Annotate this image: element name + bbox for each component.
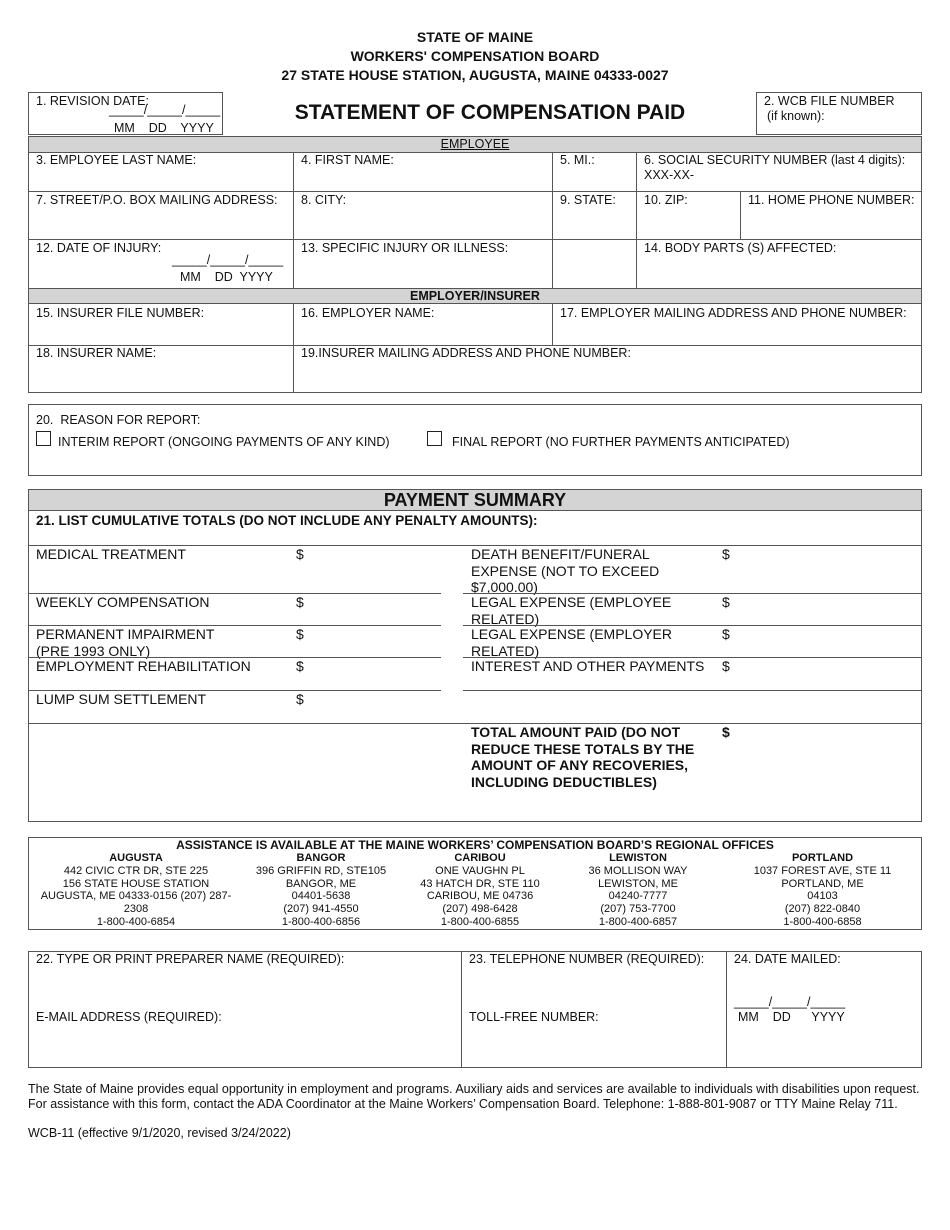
office-line: 442 CIVIC CTR DR, STE 225: [63, 864, 209, 877]
office-line: CARIBOU, ME 04736: [426, 890, 534, 903]
date-mailed-blanks: _____/_____/_____: [734, 995, 846, 1009]
office-name: AUGUSTA: [109, 852, 163, 864]
divider: [636, 239, 637, 289]
employment-rehabilitation-label: EMPLOYMENT REHABILITATION: [36, 658, 251, 674]
toll-free-number-field[interactable]: TOLL-FREE NUMBER:: [469, 1010, 599, 1024]
office-caribou: [400, 852, 560, 929]
legal-expense-employer-label: LEGAL EXPENSE (EMPLOYER RELATED): [471, 626, 672, 659]
insurer-file-number-field[interactable]: 15. INSURER FILE NUMBER:: [36, 306, 205, 320]
insurer-address-field[interactable]: 19.INSURER MAILING ADDRESS AND PHONE NUMBER:: [301, 346, 631, 360]
revision-date-blanks: _____/_____/_____: [109, 103, 221, 117]
divider: [461, 951, 462, 1068]
reason-for-report-box: [28, 404, 922, 476]
date-of-injury-format: MM DD YYYY: [180, 270, 273, 284]
middle-initial-field[interactable]: 5. MI.:: [560, 153, 595, 167]
office-lewiston: [558, 852, 718, 929]
divider: [28, 239, 922, 240]
payment-summary-title: PAYMENT SUMMARY: [28, 489, 922, 511]
total-amount-value[interactable]: $: [722, 724, 730, 740]
office-line: BANGOR, ME: [285, 877, 357, 890]
lump-sum-settlement-label: LUMP SUM SETTLEMENT: [36, 691, 207, 707]
first-name-field[interactable]: 4. FIRST NAME:: [301, 153, 394, 167]
form-title: STATEMENT OF COMPENSATION PAID: [294, 101, 686, 124]
divider: [726, 951, 727, 1068]
office-name: CARIBOU: [454, 852, 506, 864]
legal-expense-employer-amount[interactable]: $: [722, 626, 730, 642]
ssn-field[interactable]: 6. SOCIAL SECURITY NUMBER (last 4 digits):: [644, 153, 906, 167]
office-portland: [735, 852, 910, 929]
divider: [552, 152, 553, 289]
legal-expense-employee-amount[interactable]: $: [722, 594, 730, 610]
revision-date-label: 1. REVISION DATE:: [36, 94, 149, 108]
office-line: 1-800-400-6857: [598, 915, 678, 928]
office-name: PORTLAND: [791, 852, 854, 864]
office-line: PORTLAND, ME: [781, 877, 864, 890]
email-address-field[interactable]: E-MAIL ADDRESS (REQUIRED):: [36, 1010, 222, 1024]
office-line: ONE VAUGHN PL: [435, 864, 525, 877]
office-line: 04240-7777: [608, 890, 668, 903]
office-name: LEWISTON: [609, 852, 667, 864]
form-id: WCB-11 (effective 9/1/2020, revised 3/24/2022): [28, 1126, 291, 1140]
death-benefit-label: DEATH BENEFIT/FUNERAL EXPENSE (NOT TO EXCEED $7,000.00): [471, 546, 660, 595]
final-report-label: FINAL REPORT (NO FURTHER PAYMENTS ANTICIPATED): [452, 435, 790, 449]
wcb-file-number-sub: (if known):: [767, 109, 825, 123]
date-of-injury-blanks: _____/_____/_____: [172, 253, 284, 267]
office-line: AUGUSTA, ME 04333-0156 (207) 287-: [40, 890, 232, 903]
final-report-checkbox[interactable]: [427, 431, 442, 446]
date-of-injury-field[interactable]: 12. DATE OF INJURY:: [36, 241, 162, 255]
ada-notice: The State of Maine provides equal opportunity in employment and programs. Auxiliary aids and services are available to individuals with disabilities upon request. For assistance with this form, contact the ADA Coordinator at the Maine Workers’ Compensation Board. Telephone: 1-888-801-9087 or TTY Maine Relay 711.: [28, 1082, 920, 1111]
permanent-impairment-amount[interactable]: $: [296, 626, 304, 642]
office-line: 1-800-400-6858: [783, 915, 862, 928]
divider: [463, 690, 922, 691]
divider: [293, 152, 294, 289]
office-line: 04401-5638: [291, 890, 351, 903]
wcb-file-number-label: 2. WCB FILE NUMBER: [764, 94, 895, 108]
preparer-name-field[interactable]: 22. TYPE OR PRINT PREPARER NAME (REQUIRED):: [36, 952, 345, 966]
header-line-1: STATE OF MAINE: [416, 29, 534, 45]
interest-other-label: INTEREST AND OTHER PAYMENTS: [471, 658, 705, 674]
office-line: 156 STATE HOUSE STATION: [62, 877, 210, 890]
office-line: 1037 FOREST AVE, STE 11: [753, 864, 892, 877]
employer-section-title: EMPLOYER/INSURER: [28, 288, 922, 304]
office-line: 43 HATCH DR, STE 110: [420, 877, 540, 890]
office-augusta: [36, 852, 236, 929]
employment-rehabilitation-amount[interactable]: $: [296, 658, 304, 674]
home-phone-field[interactable]: 11. HOME PHONE NUMBER:: [748, 193, 915, 207]
date-mailed-field[interactable]: 24. DATE MAILED:: [734, 952, 841, 966]
employee-last-name-field[interactable]: 3. EMPLOYEE LAST NAME:: [36, 153, 197, 167]
street-address-field[interactable]: 7. STREET/P.O. BOX MAILING ADDRESS:: [36, 193, 278, 207]
insurer-name-field[interactable]: 18. INSURER NAME:: [36, 346, 157, 360]
office-line: LEWISTON, ME: [598, 877, 678, 890]
state-field[interactable]: 9. STATE:: [560, 193, 616, 207]
interim-report-label: INTERIM REPORT (ONGOING PAYMENTS OF ANY KIND): [58, 435, 390, 449]
weekly-compensation-label: WEEKLY COMPENSATION: [36, 594, 210, 610]
header-line-2: WORKERS' COMPENSATION BOARD: [350, 48, 600, 64]
permanent-impairment-label: PERMANENT IMPAIRMENT (PRE 1993 ONLY): [36, 626, 215, 659]
zip-field[interactable]: 10. ZIP:: [644, 193, 688, 207]
office-line: (207) 753-7700: [600, 903, 676, 916]
telephone-number-field[interactable]: 23. TELEPHONE NUMBER (REQUIRED):: [469, 952, 705, 966]
header-line-3: 27 STATE HOUSE STATION, AUGUSTA, MAINE 04333-0027: [281, 67, 669, 83]
divider: [28, 191, 922, 192]
divider: [636, 191, 637, 240]
legal-expense-employee-label: LEGAL EXPENSE (EMPLOYEE RELATED): [471, 594, 672, 627]
employee-section-title: EMPLOYEE: [28, 136, 922, 153]
office-line: 2308: [123, 903, 149, 916]
divider: [552, 303, 553, 346]
medical-treatment-amount[interactable]: $: [296, 546, 304, 562]
divider: [636, 152, 637, 192]
office-line: (207) 941-4550: [283, 903, 359, 916]
employer-address-field[interactable]: 17. EMPLOYER MAILING ADDRESS AND PHONE NUMBER:: [560, 306, 907, 320]
body-parts-field[interactable]: 14. BODY PARTS (S) AFFECTED:: [644, 241, 837, 255]
death-benefit-amount[interactable]: $: [722, 546, 730, 562]
office-line: 1-800-400-6855: [440, 915, 520, 928]
office-line: 1-800-400-6854: [96, 915, 176, 928]
office-line: 396 GRIFFIN RD, STE105: [255, 864, 387, 877]
wcb-file-number-box[interactable]: [756, 92, 922, 135]
payment-instruction: 21. LIST CUMULATIVE TOTALS (DO NOT INCLUDE ANY PENALTY AMOUNTS):: [36, 513, 538, 528]
employer-name-field[interactable]: 16. EMPLOYER NAME:: [301, 306, 435, 320]
interest-other-amount[interactable]: $: [722, 658, 730, 674]
total-amount-label: TOTAL AMOUNT PAID (DO NOT REDUCE THESE TOTALS BY THE AMOUNT OF ANY RECOVERIES, INCLUDING DEDUCTIBLES): [471, 724, 695, 790]
office-bangor: [241, 852, 401, 929]
weekly-compensation-amount[interactable]: $: [296, 594, 304, 610]
office-line: 36 MOLLISON WAY: [588, 864, 688, 877]
office-line: (207) 822-0840: [784, 903, 861, 916]
reason-label: 20. REASON FOR REPORT:: [36, 413, 201, 427]
office-name: BANGOR: [296, 852, 346, 864]
interim-report-checkbox[interactable]: [36, 431, 51, 446]
office-line: (207) 498-6428: [442, 903, 518, 916]
revision-date-box[interactable]: [28, 92, 223, 135]
city-field[interactable]: 8. CITY:: [301, 193, 347, 207]
office-line: 1-800-400-6856: [281, 915, 361, 928]
lump-sum-settlement-amount[interactable]: $: [296, 691, 304, 707]
assistance-title: ASSISTANCE IS AVAILABLE AT THE MAINE WORKERS’ COMPENSATION BOARD’S REGIONAL OFFICES: [176, 838, 774, 852]
divider: [740, 191, 741, 240]
office-line: 04103: [807, 890, 838, 903]
revision-date-format: MM DD YYYY: [114, 121, 214, 135]
date-mailed-format: MM DD YYYY: [738, 1010, 845, 1024]
ssn-prefix: XXX-XX-: [644, 168, 695, 182]
specific-injury-field[interactable]: 13. SPECIFIC INJURY OR ILLNESS:: [301, 241, 509, 255]
medical-treatment-label: MEDICAL TREATMENT: [36, 546, 186, 562]
divider: [293, 303, 294, 393]
